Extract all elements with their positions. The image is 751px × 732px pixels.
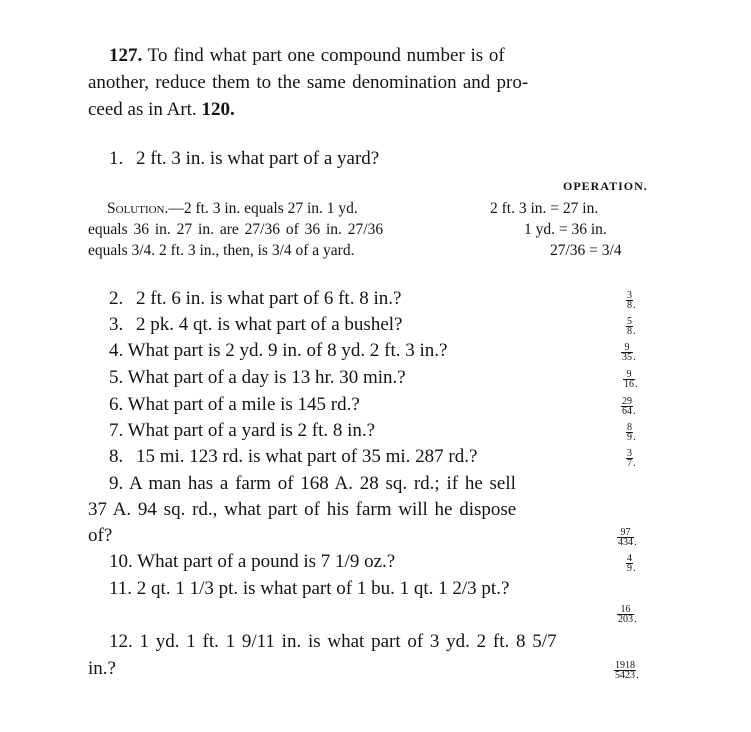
problem-number: 4. (109, 340, 124, 361)
problem-text: 15 mi. 123 rd. is what part of 35 mi. 287 rd.? (136, 446, 478, 467)
problem-3 (109, 314, 402, 336)
answer-4: $\frac{9}{35}$ . (622, 342, 636, 363)
answer-12: $\frac{1918}{5423}$ . (615, 660, 639, 681)
problem-number: 6. (109, 394, 124, 415)
problem-number: 2. (109, 288, 124, 309)
article-number: 127. (109, 45, 143, 66)
example-question (109, 148, 379, 170)
problem-number: 9. (109, 473, 124, 494)
operation-line-3: 27/36 = 3/4 (550, 242, 622, 259)
intro-line-1 (109, 45, 505, 67)
problem-text: What part of a pound is 7 1/9 oz.? (137, 551, 396, 572)
problem-8 (109, 446, 477, 468)
answer-2: $\frac{3}{8}$ . (627, 290, 636, 311)
article-reference: 120. (201, 99, 235, 120)
example-number: 1. (109, 148, 124, 169)
problem-7 (109, 420, 375, 442)
answer-7: $\frac{8}{9}$ . (627, 422, 636, 443)
solution-label: Solution. (107, 200, 169, 217)
problem-text: A man has a farm of 168 A. 28 sq. rd.; if he sell (128, 473, 516, 494)
problem-text: What part of a day is 13 hr. 30 min.? (127, 367, 406, 388)
problem-text: What part is 2 yd. 9 in. of 8 yd. 2 ft. 3 in.? (127, 340, 448, 361)
solution-line-1 (107, 199, 358, 219)
intro-line-3 (88, 99, 235, 121)
problem-9-line-2: 37 A. 94 sq. rd., what part of his farm will he dispose (88, 499, 517, 520)
operation-line-1: 2 ft. 3 in. = 27 in. (490, 200, 599, 217)
problem-number: 12. (109, 631, 133, 652)
example-text: 2 ft. 3 in. is what part of a yard? (136, 148, 380, 169)
problem-9-line-1 (109, 473, 516, 495)
answer-9: $\frac{97}{434}$ . (618, 527, 637, 548)
problem-text: 2 ft. 6 in. is what part of 6 ft. 8 in.? (136, 288, 402, 309)
problem-number: 8. (109, 446, 124, 467)
problem-text: 2 qt. 1 1/3 pt. is what part of 1 bu. 1 qt. 1 2/3 pt.? (136, 578, 510, 599)
intro-text-3: ceed as in Art. (88, 99, 197, 120)
answer-8: $\frac{3}{7}$ . (627, 448, 636, 469)
solution-line-3: equals 3/4. 2 ft. 3 in., then, is 3/4 of a yard. (88, 242, 355, 259)
problem-9-line-3: of? (88, 525, 113, 546)
solution-line-2: equals 36 in. 27 in. are 27/36 of 36 in. 27/36 (88, 221, 384, 238)
operation-line-2: 1 yd. = 36 in. (524, 221, 607, 238)
problem-2 (109, 288, 401, 310)
answer-11: $\frac{16}{203}$ . (618, 604, 637, 625)
problem-11 (109, 578, 509, 600)
problem-text: What part of a yard is 2 ft. 8 in.? (127, 420, 376, 441)
problem-4 (109, 340, 447, 362)
problem-5 (109, 367, 406, 389)
problem-text: 1 yd. 1 ft. 1 9/11 in. is what part of 3 yd. 2 ft. 8 5/7 (139, 631, 557, 652)
intro-line-2: another, reduce them to the same denomination and pro- (88, 72, 529, 93)
problem-12-line-1 (109, 631, 557, 653)
problem-number: 5. (109, 367, 124, 388)
answer-6: $\frac{29}{64}$ . (622, 396, 636, 417)
problem-text: What part of a mile is 145 rd.? (127, 394, 360, 415)
intro-text-1: To find what part one compound number is of (147, 45, 505, 66)
problem-number: 3. (109, 314, 124, 335)
problem-number: 7. (109, 420, 124, 441)
problem-12-line-2: in.? (88, 658, 116, 679)
problem-10 (109, 551, 395, 573)
operation-heading: OPERATION. (563, 179, 648, 193)
problem-number: 10. (109, 551, 133, 572)
solution-text-1: —2 ft. 3 in. equals 27 in. 1 yd. (168, 200, 358, 217)
answer-10: $\frac{4}{9}$ . (627, 553, 636, 574)
answer-5: $\frac{9}{16}$ . (624, 369, 638, 390)
problem-text: 2 pk. 4 qt. is what part of a bushel? (136, 314, 403, 335)
answer-3: $\frac{5}{8}$ . (627, 316, 636, 337)
problem-number: 11. (109, 578, 133, 599)
problem-6 (109, 394, 360, 416)
